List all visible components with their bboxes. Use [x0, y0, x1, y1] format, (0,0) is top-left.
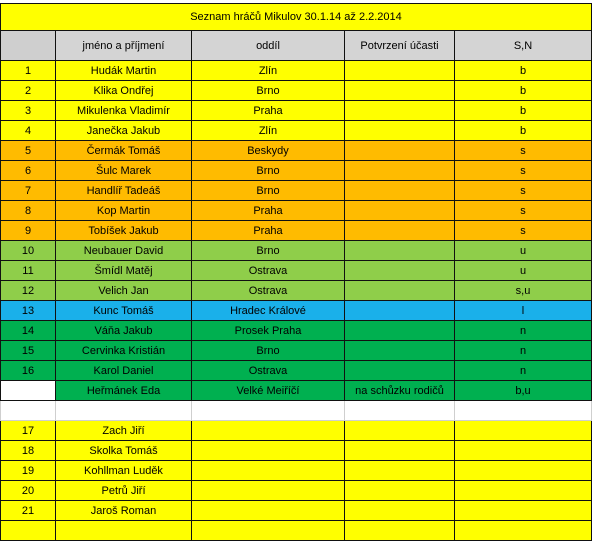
sheet-title: Seznam hráčů Mikulov 30.1.14 až 2.2.2014: [0, 3, 592, 31]
row-number-cell: 19: [0, 461, 56, 481]
player-club-cell: [192, 521, 345, 541]
player-name-cell: Neubauer David: [56, 241, 192, 261]
player-name-cell: Cervinka Kristián: [56, 341, 192, 361]
table-row: [0, 461, 592, 481]
row-number-cell: 21: [0, 501, 56, 521]
player-name-cell: Janečka Jakub: [56, 121, 192, 141]
header-row: [0, 31, 592, 61]
player-club-cell: [192, 481, 345, 501]
player-confirmation-cell: [345, 61, 455, 81]
row-number-cell: 2: [0, 81, 56, 101]
player-sn-cell: [455, 501, 592, 521]
spacer-row: [0, 401, 592, 421]
player-confirmation-cell: [345, 461, 455, 481]
player-sn-cell: l: [455, 301, 592, 321]
table-row: [0, 61, 592, 81]
player-confirmation-cell: [345, 161, 455, 181]
player-club-cell: Ostrava: [192, 281, 345, 301]
player-name-cell: Kunc Tomáš: [56, 301, 192, 321]
player-club-cell: Ostrava: [192, 261, 345, 281]
player-club-cell: Velké Meiříčí: [192, 381, 345, 401]
player-name-cell: Velich Jan: [56, 281, 192, 301]
table-row: [0, 321, 592, 341]
player-confirmation-cell: [345, 341, 455, 361]
row-number-cell: 12: [0, 281, 56, 301]
player-confirmation-cell: [345, 361, 455, 381]
header-confirmation: Potvrzení účasti: [345, 31, 455, 61]
player-club-cell: [192, 401, 345, 421]
player-sn-cell: b: [455, 61, 592, 81]
player-name-cell: Tobíšek Jakub: [56, 221, 192, 241]
row-number-cell: 9: [0, 221, 56, 241]
player-sn-cell: u: [455, 261, 592, 281]
player-club-cell: Praha: [192, 101, 345, 121]
player-club-cell: [192, 441, 345, 461]
player-club-cell: [192, 501, 345, 521]
row-number-cell: 18: [0, 441, 56, 461]
table-row: [0, 441, 592, 461]
player-sn-cell: [455, 441, 592, 461]
table-row: [0, 281, 592, 301]
player-name-cell: Petrů Jiří: [56, 481, 192, 501]
row-number-cell: 15: [0, 341, 56, 361]
player-name-cell: Šmídl Matěj: [56, 261, 192, 281]
player-club-cell: Brno: [192, 81, 345, 101]
row-number-cell: 3: [0, 101, 56, 121]
player-name-cell: Handlíř Tadeáš: [56, 181, 192, 201]
header-number: [0, 31, 56, 61]
row-number-cell: 14: [0, 321, 56, 341]
table-row: [0, 81, 592, 101]
player-club-cell: [192, 461, 345, 481]
player-name-cell: Hudák Martin: [56, 61, 192, 81]
player-name-cell: Kop Martin: [56, 201, 192, 221]
player-name-cell: Čermák Tomáš: [56, 141, 192, 161]
table-row: [0, 221, 592, 241]
player-confirmation-cell: [345, 261, 455, 281]
player-confirmation-cell: [345, 241, 455, 261]
player-sn-cell: [455, 421, 592, 441]
player-confirmation-cell: [345, 201, 455, 221]
player-confirmation-cell: [345, 481, 455, 501]
player-name-cell: [56, 401, 192, 421]
player-sn-cell: s,u: [455, 281, 592, 301]
player-sn-cell: b: [455, 101, 592, 121]
player-confirmation-cell: [345, 101, 455, 121]
player-sn-cell: s: [455, 221, 592, 241]
player-confirmation-cell: [345, 141, 455, 161]
player-confirmation-cell: na schůzku rodičů: [345, 381, 455, 401]
table-row: [0, 521, 592, 541]
player-sn-cell: n: [455, 321, 592, 341]
table-row: [0, 301, 592, 321]
player-name-cell: Mikulenka Vladimír: [56, 101, 192, 121]
player-sn-cell: b: [455, 81, 592, 101]
player-sn-cell: s: [455, 161, 592, 181]
player-confirmation-cell: [345, 181, 455, 201]
player-club-cell: Prosek Praha: [192, 321, 345, 341]
player-sn-cell: u: [455, 241, 592, 261]
table-row: [0, 181, 592, 201]
header-name: jméno a příjmení: [56, 31, 192, 61]
table-row: [0, 481, 592, 501]
table-row: [0, 241, 592, 261]
row-number-cell: 4: [0, 121, 56, 141]
row-number-cell: 10: [0, 241, 56, 261]
row-number-cell: 16: [0, 361, 56, 381]
player-club-cell: Zlín: [192, 121, 345, 141]
player-confirmation-cell: [345, 221, 455, 241]
player-club-cell: Brno: [192, 341, 345, 361]
player-sn-cell: b: [455, 121, 592, 141]
player-confirmation-cell: [345, 401, 455, 421]
table-row: [0, 501, 592, 521]
row-number-cell: 8: [0, 201, 56, 221]
player-sn-cell: s: [455, 181, 592, 201]
player-club-cell: [192, 421, 345, 441]
player-name-cell: [56, 521, 192, 541]
row-number-cell: [0, 401, 56, 421]
player-confirmation-cell: [345, 81, 455, 101]
row-number-cell: [0, 521, 56, 541]
row-number-cell: [0, 381, 56, 401]
row-number-cell: 17: [0, 421, 56, 441]
row-number-cell: 20: [0, 481, 56, 501]
player-name-cell: Váňa Jakub: [56, 321, 192, 341]
player-club-cell: Hradec Králové: [192, 301, 345, 321]
player-confirmation-cell: [345, 281, 455, 301]
player-sn-cell: n: [455, 341, 592, 361]
player-club-cell: Brno: [192, 241, 345, 261]
player-confirmation-cell: [345, 121, 455, 141]
row-number-cell: 5: [0, 141, 56, 161]
player-confirmation-cell: [345, 321, 455, 341]
player-name-cell: Šulc Marek: [56, 161, 192, 181]
player-name-cell: Klika Ondřej: [56, 81, 192, 101]
player-sn-cell: [455, 401, 592, 421]
row-number-cell: 7: [0, 181, 56, 201]
player-club-cell: Praha: [192, 221, 345, 241]
table-row: [0, 121, 592, 141]
table-row: [0, 341, 592, 361]
row-number-cell: 1: [0, 61, 56, 81]
table-row: [0, 361, 592, 381]
player-sn-cell: s: [455, 201, 592, 221]
table-row: [0, 381, 592, 401]
player-club-cell: Beskydy: [192, 141, 345, 161]
player-confirmation-cell: [345, 501, 455, 521]
player-name-cell: Jaroš Roman: [56, 501, 192, 521]
player-sn-cell: s: [455, 141, 592, 161]
player-confirmation-cell: [345, 301, 455, 321]
player-sn-cell: [455, 521, 592, 541]
player-club-cell: Ostrava: [192, 361, 345, 381]
table-row: [0, 201, 592, 221]
player-club-cell: Brno: [192, 161, 345, 181]
player-sn-cell: b,u: [455, 381, 592, 401]
player-name-cell: Karol Daniel: [56, 361, 192, 381]
player-name-cell: Zach Jiří: [56, 421, 192, 441]
header-club: oddíl: [192, 31, 345, 61]
player-name-cell: Skolka Tomáš: [56, 441, 192, 461]
player-name-cell: Heřmánek Eda: [56, 381, 192, 401]
table-row: [0, 421, 592, 441]
header-sn: S,N: [455, 31, 592, 61]
row-number-cell: 6: [0, 161, 56, 181]
player-name-cell: Kohllman Luděk: [56, 461, 192, 481]
player-confirmation-cell: [345, 421, 455, 441]
table-row: [0, 101, 592, 121]
player-club-cell: Praha: [192, 201, 345, 221]
player-confirmation-cell: [345, 521, 455, 541]
player-club-cell: Zlín: [192, 61, 345, 81]
player-sn-cell: [455, 461, 592, 481]
player-confirmation-cell: [345, 441, 455, 461]
table-row: [0, 261, 592, 281]
row-number-cell: 11: [0, 261, 56, 281]
row-number-cell: 13: [0, 301, 56, 321]
player-sn-cell: n: [455, 361, 592, 381]
table-row: [0, 141, 592, 161]
table-row: [0, 161, 592, 181]
player-sn-cell: [455, 481, 592, 501]
player-club-cell: Brno: [192, 181, 345, 201]
